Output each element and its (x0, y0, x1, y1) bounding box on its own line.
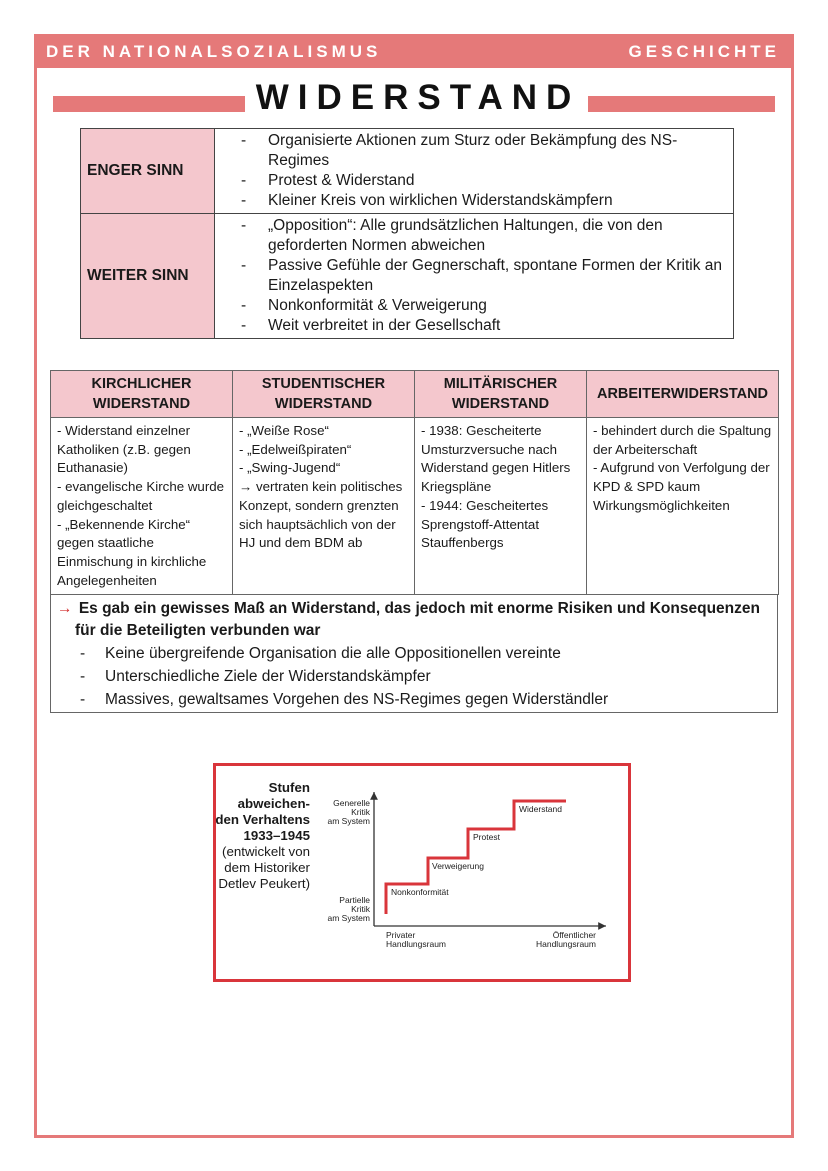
diagram-graph (216, 766, 628, 979)
diagram-title-line: Stufen (268, 780, 310, 795)
resistance-heading: ARBEITERWIDERSTAND (587, 371, 779, 418)
header-topic: DER NATIONALSOZIALISMUS (46, 42, 382, 61)
definition-row (81, 129, 734, 214)
definition-point: - Passive Gefühle der Gegnerschaft, spontane Formen der Kritik an Einzelaspekten (268, 256, 724, 296)
resistance-line: - 1938: Gescheiterte Umsturzversuche nach Widerstand gegen Hitlers Kriegspläne (421, 423, 571, 495)
y-top-label: am System (327, 816, 370, 826)
x-right-label: Öffentlicher (552, 930, 596, 940)
conclusion-lead-line: Es gab ein gewisses Maß an Widerstand, das jedoch mit enorme Risiken und Konsequenzen (78, 600, 760, 617)
resistance-line: - „Weiße Rose“ (239, 423, 329, 438)
step-label: Widerstand (519, 804, 562, 814)
resistance-cell (233, 418, 415, 595)
definition-point: - Nonkonformität & Verweigerung (268, 296, 724, 316)
conclusion-lead-line: für die Beteiligten verbunden war (75, 622, 321, 639)
resistance-cell (51, 418, 233, 595)
resistance-cell (587, 418, 779, 595)
resistance-line: - „Bekennende Kirche“ gegen staatliche Einmischung in kirchliche Angelegenheiten (57, 516, 207, 588)
resistance-line: - Aufgrund von Verfolgung der KPD & SPD kaum Wirkungsmöglichkeiten (593, 460, 770, 513)
peukert-diagram (213, 763, 631, 982)
resistance-line: - „Swing-Jugend“ (239, 460, 341, 476)
resistance-line: - evangelische Kirche wurde gleichgeschaltet (57, 479, 225, 513)
resistance-line: - 1944: Gescheitertes Sprengstoff-Attentat Stauffenbergs (421, 497, 549, 551)
conclusion-point: - Massives, gewaltsames Vorgehen des NS-Regimes gegen Widerständler (105, 688, 608, 711)
resistance-line: → vertraten kein politisches Konzept, sondern grenzten sich hauptsächlich von der HJ und dem BDM ab (239, 479, 403, 551)
resistance-types-table (50, 370, 779, 595)
y-bottom-label: am System (327, 913, 370, 923)
step-label: Protest (473, 832, 500, 842)
definition-points (215, 214, 734, 339)
definition-point: - „Opposition“: Alle grundsätzlichen Haltungen, die von den geforderten Normen abweichen (268, 216, 724, 256)
x-left-label: Privater (386, 930, 416, 940)
resistance-heading: MILITÄRISCHER WIDERSTAND (415, 371, 587, 418)
definition-points (215, 129, 734, 214)
resistance-heading: STUDENTISCHER WIDERSTAND (233, 371, 415, 418)
conclusion-box (50, 594, 778, 713)
header-bar (34, 34, 794, 68)
header-subject: GESCHICHTE (628, 42, 780, 61)
resistance-line: - „Edelweißpiraten“ (239, 441, 352, 457)
definition-point: - Kleiner Kreis von wirklichen Widerstandskämpfern (268, 191, 724, 211)
resistance-heading: KIRCHLICHER WIDERSTAND (51, 371, 233, 418)
step-line (386, 801, 566, 914)
resistance-body-row (51, 418, 779, 595)
step-label: Verweigerung (432, 861, 484, 871)
x-right-label: Handlungsraum (535, 939, 596, 949)
diagram-note-line: dem Historiker (224, 860, 310, 875)
definition-label: WEITER SINN (81, 214, 215, 339)
y-top-label: Generelle (333, 798, 370, 808)
step-label: Nonkonformität (391, 887, 449, 897)
resistance-header-row (51, 371, 779, 418)
title-bar-right (588, 96, 775, 112)
definition-point: - Organisierte Aktionen zum Sturz oder Bekämpfung des NS-Regimes (268, 131, 724, 171)
definition-table (80, 128, 734, 339)
resistance-cell (415, 418, 587, 595)
conclusion-lead (57, 598, 769, 642)
definition-point: - Weit verbreitet in der Gesellschaft (268, 316, 724, 336)
definition-row (81, 214, 734, 339)
diagram-note-line: Detlev Peukert) (218, 876, 310, 891)
definition-label: ENGER SINN (81, 129, 215, 214)
x-left-label: Handlungsraum (386, 939, 447, 949)
y-top-label: Kritik (351, 807, 370, 817)
diagram-title-line: den Verhaltens (215, 812, 310, 827)
diagram-note-line: (entwickelt von (222, 844, 310, 859)
page-title: WIDERSTAND (255, 78, 581, 117)
resistance-line: - Widerstand einzelner Katholiken (z.B. gegen Euthanasie) (57, 423, 191, 476)
conclusion-point: - Unterschiedliche Ziele der Widerstandskämpfer (105, 665, 608, 688)
arrow-right-icon: → (57, 600, 73, 617)
definition-point: - Protest & Widerstand (268, 171, 724, 191)
y-bottom-label: Partielle (339, 895, 370, 905)
conclusion-list (105, 642, 608, 711)
resistance-line: - behindert durch die Spaltung der Arbeiterschaft (593, 423, 772, 457)
title-bar-left (53, 96, 245, 112)
diagram-title-line: 1933–1945 (243, 828, 310, 843)
y-bottom-label: Kritik (351, 904, 370, 914)
conclusion-point: - Keine übergreifende Organisation die alle Oppositionellen vereinte (105, 642, 608, 665)
diagram-title-line: abweichen- (237, 796, 310, 811)
